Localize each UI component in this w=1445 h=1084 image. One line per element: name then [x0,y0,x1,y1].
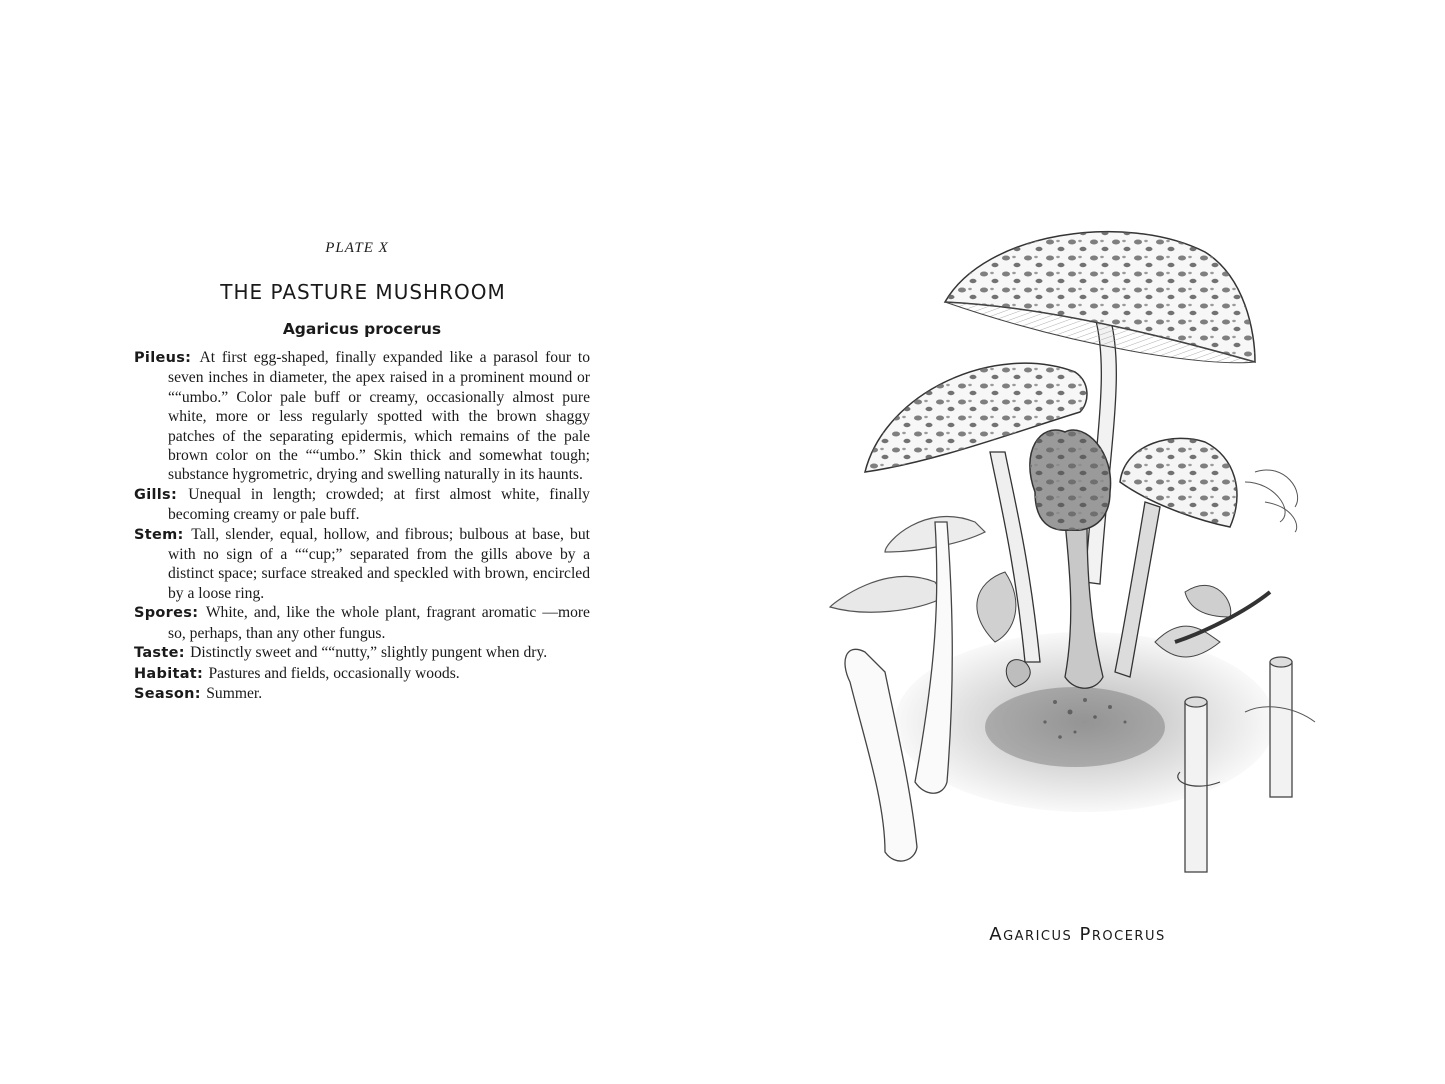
entry-taste: Taste: Distinctly sweet and ““nutty,” slightly pungent when dry. [134,644,548,662]
entry-pileus: Pileus: At first egg-shaped, finally expanded like a parasol four to seven inches in diameter, the apex raised in a prominent mound or ““umbo.” Color pale buff or creamy, occasionally almost pure white, more or less regularly spotted with the brown shaggy patches of the separating epidermis, which remains of the pale brown color on the ““umbo.” Skin thick and somewhat tough; substance hygrometric, drying and swelling naturally in its haunts. [134,349,590,484]
entry-season: Season: Summer. [134,684,263,702]
entry-habitat: Habitat: Pastures and fields, occasionally woods. [134,664,460,682]
entry-text: At first egg-shaped, finally expanded like a parasol four to seven inches in diameter, the apex raised in a prominent mound or ““umbo.” Color pale buff or creamy, occasionally almost pure white, more or less regularly spotted with the brown shaggy patches of the separating epidermis, which remains of the pale brown color on the ““umbo.” Skin thick and somewhat tough; substance hygrometric, drying and swelling naturally in its haunts. [168,349,590,484]
species-name: Agaricus procerus [282,320,442,338]
entry-text: Distinctly sweet and ““nutty,” slightly pungent when dry. [190,644,548,662]
entry-spores: Spores: White, and, like the whole plant, fragrant aromatic —more so, perhaps, than any other fungus. [134,604,590,642]
entry-term: Habitat [134,665,198,682]
entry-text: Pastures and fields, occasionally woods. [208,664,460,682]
mushroom-illustration [825,222,1345,902]
entry-gills: Gills: Unequal in length; crowded; at first almost white, finally becoming creamy or pale buff. [134,485,590,524]
page-title: THE PASTURE MUSHROOM [220,280,506,304]
entry-term: Taste [134,645,179,662]
illustration-page [825,222,1345,902]
entry-text: Unequal in length; crowded; at first almost white, finally becoming creamy or pale buff. [168,485,590,524]
illustration-caption: Agaricus Procerus [989,924,1166,945]
plate-label: PLATE X [325,240,389,256]
entry-text: White, and, like the whole plant, fragrant aromatic —more so, perhaps, than any other fungus. [168,604,590,642]
entry-term: Season [134,685,195,702]
entry-text: Summer. [206,684,263,702]
entry-term: Spores [134,605,193,622]
entry-term: Pileus [134,350,186,366]
entry-term: Gills [134,486,171,503]
entry-term: Stem [134,526,178,543]
text-page [134,240,590,704]
entry-stem: Stem: Tall, slender, equal, hollow, and fibrous; bulbous at base, but with no sign of a ““cup;” separated from the gills above by a distinct space; surface streaked and speckled with brown, encircled by a loose ring. [134,525,590,602]
entry-text: Tall, slender, equal, hollow, and fibrous; bulbous at base, but with no sign of a ““cup;” separated from the gills above by a distinct space; surface streaked and speckled with brown, encircled by a loose ring. [168,525,590,602]
description-list [134,348,590,704]
